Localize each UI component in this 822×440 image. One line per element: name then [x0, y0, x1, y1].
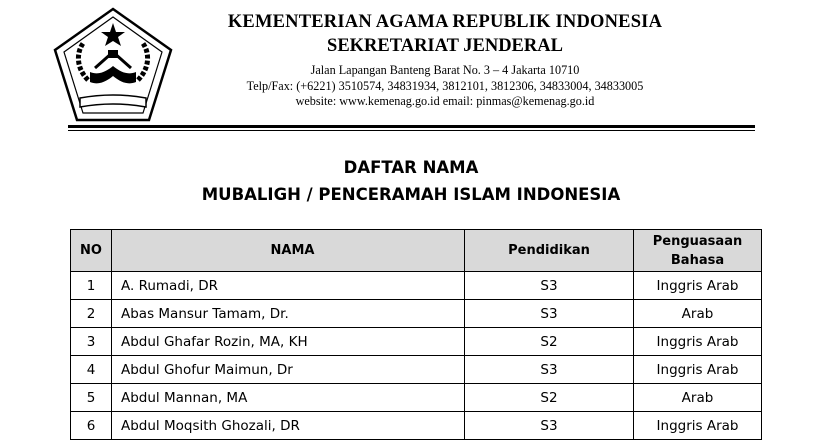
row-education: S3 [465, 412, 634, 440]
row-education: S2 [465, 384, 634, 412]
table-row [71, 412, 762, 440]
row-language: Arab [634, 384, 762, 412]
row-name: Abdul Mannan, MA [112, 384, 465, 412]
letterhead-divider-thin [68, 130, 755, 131]
ministry-name: KEMENTERIAN AGAMA REPUBLIK INDONESIA [227, 12, 663, 32]
row-language: Inggris Arab [634, 356, 762, 384]
table-row [71, 384, 762, 412]
row-education: S3 [465, 356, 634, 384]
table-row [71, 272, 762, 300]
document-subtitle: MUBALIGH / PENCERAMAH ISLAM INDONESIA [201, 185, 621, 204]
column-header-language [634, 230, 762, 272]
column-header-education: Pendidikan [465, 230, 634, 272]
phone-line: Telp/Fax: (+6221) 3510574, 34831934, 3812101, 3812306, 34833004, 34833005 [246, 78, 644, 93]
row-name: Abdul Ghafar Rozin, MA, KH [112, 328, 465, 356]
column-header-language-line2: Bahasa [670, 252, 725, 268]
column-header-name: NAMA [112, 230, 465, 272]
table-row [71, 300, 762, 328]
row-number: 4 [71, 356, 112, 384]
row-name: Abdul Ghofur Maimun, Dr [112, 356, 465, 384]
document-title: DAFTAR NAMA [343, 158, 479, 177]
secretariat-name: SEKRETARIAT JENDERAL [327, 36, 563, 56]
ministry-logo-emblem [52, 6, 174, 124]
table-header-row [71, 230, 762, 272]
row-language: Inggris Arab [634, 272, 762, 300]
column-header-language-line1: Penguasaan [652, 233, 743, 249]
column-header-no: NO [71, 230, 112, 272]
row-language: Arab [634, 300, 762, 328]
row-number: 6 [71, 412, 112, 440]
row-education: S3 [465, 300, 634, 328]
row-number: 2 [71, 300, 112, 328]
row-number: 1 [71, 272, 112, 300]
row-name: A. Rumadi, DR [112, 272, 465, 300]
table-row [71, 356, 762, 384]
mubaligh-table [70, 229, 762, 440]
row-number: 5 [71, 384, 112, 412]
address-line: Jalan Lapangan Banteng Barat No. 3 – 4 Jakarta 10710 [310, 63, 580, 77]
row-name: Abdul Moqsith Ghozali, DR [112, 412, 465, 440]
row-name: Abas Mansur Tamam, Dr. [112, 300, 465, 328]
row-number: 3 [71, 328, 112, 356]
row-language: Inggris Arab [634, 328, 762, 356]
website-line: website: www.kemenag.go.id email: pinmas@kemenag.go.id [295, 94, 595, 108]
row-education: S3 [465, 272, 634, 300]
letterhead-divider-thick [68, 125, 755, 128]
letterhead [180, 8, 710, 110]
table-row [71, 328, 762, 356]
row-language: Inggris Arab [634, 412, 762, 440]
row-education: S2 [465, 328, 634, 356]
